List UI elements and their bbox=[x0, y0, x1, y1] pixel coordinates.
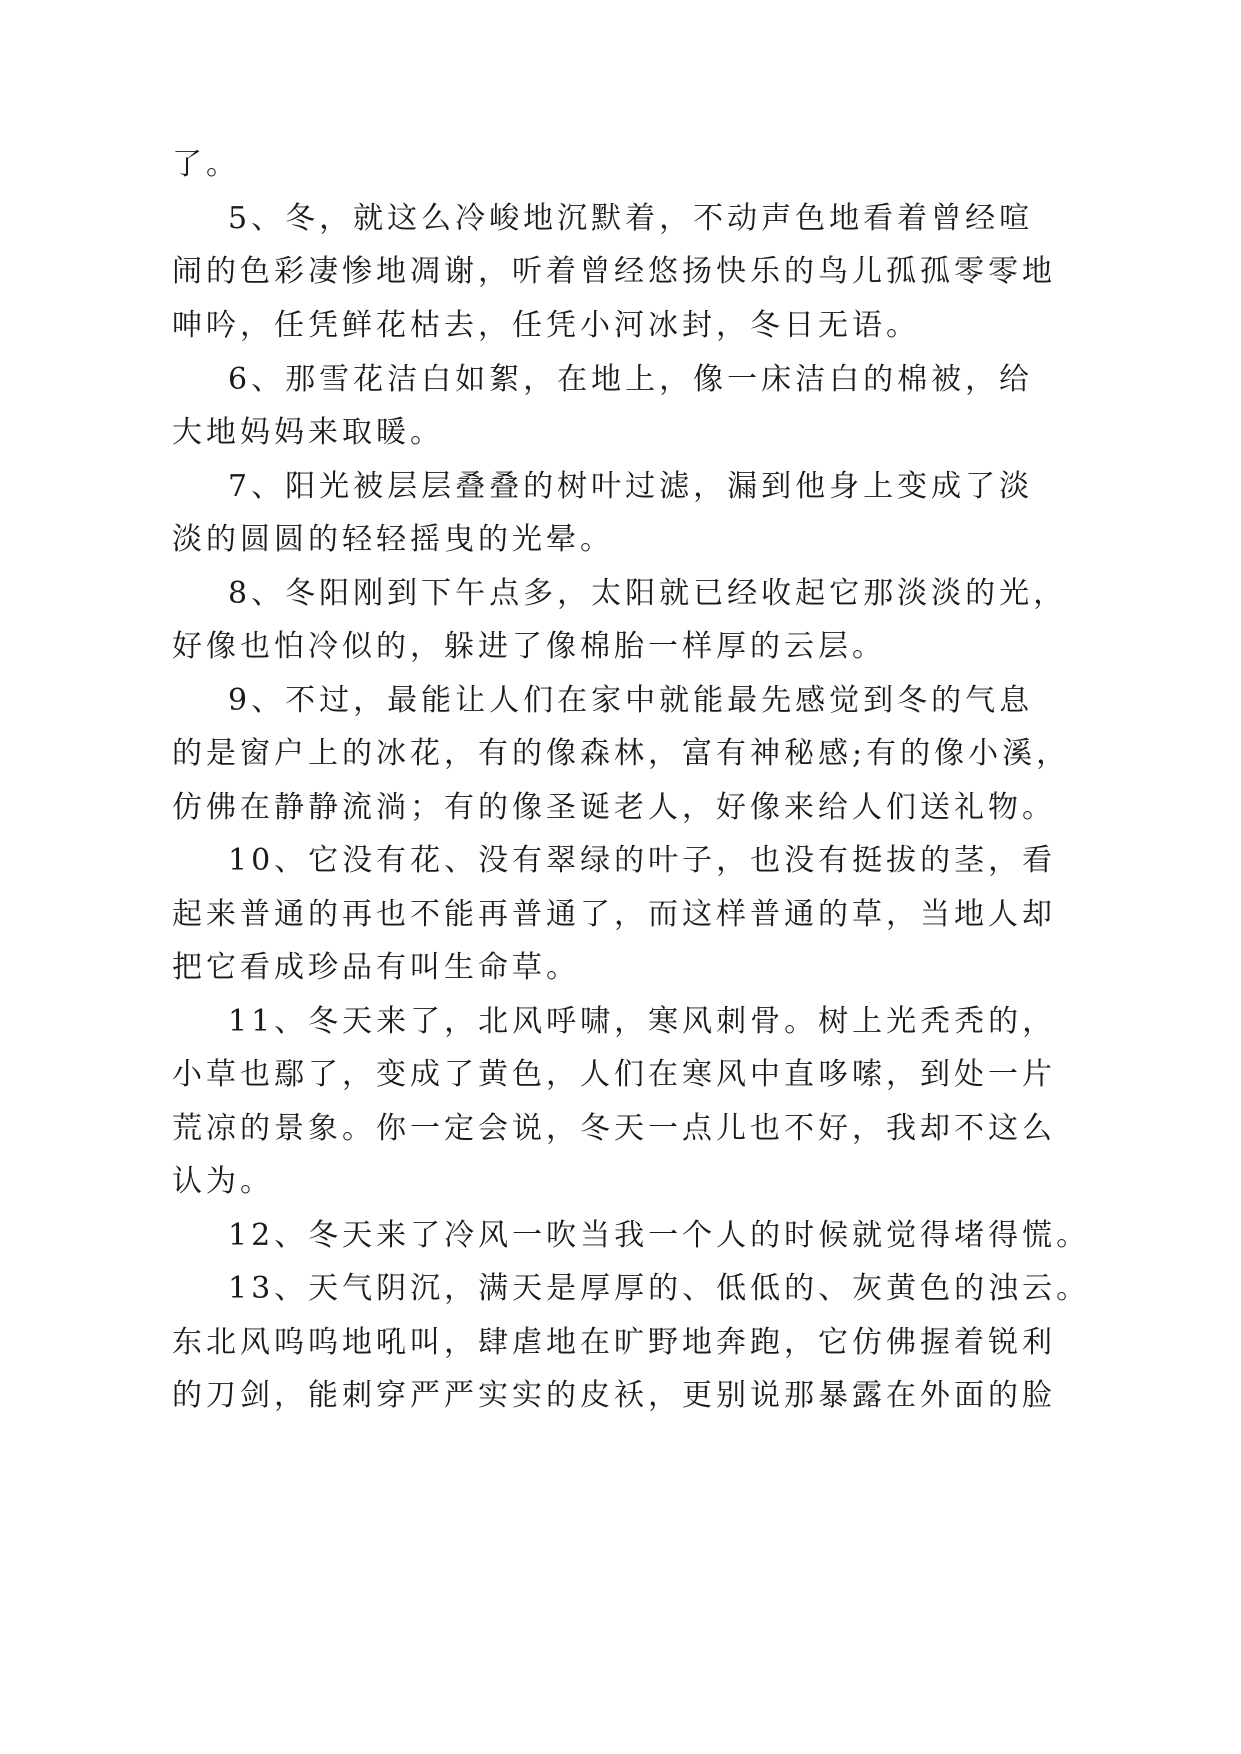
text-line: 把它看成珍品有叫生命草。 bbox=[172, 950, 580, 985]
text-line: 仿佛在静静流淌；有的像圣诞老人，好像来给人们送礼物。 bbox=[172, 790, 1056, 825]
text-line: 的是窗户上的冰花，有的像森林，富有神秘感;有的像小溪， bbox=[172, 736, 1071, 771]
text-line: 的刀剑，能刺穿严严实实的皮袄，更别说那暴露在外面的脸 bbox=[172, 1378, 1056, 1413]
text-line: 9、不过，最能让人们在家中就能最先感觉到冬的气息 bbox=[228, 683, 1034, 718]
text-line: 11、冬天来了，北风呼啸，寒风刺骨。树上光秃秃的， bbox=[228, 1004, 1057, 1039]
text-line: 6、那雪花洁白如絮，在地上，像一床洁白的棉被，给 bbox=[228, 362, 1034, 397]
text-line: 东北风呜呜地吼叫，肆虐地在旷野地奔跑，它仿佛握着锐利 bbox=[172, 1325, 1056, 1360]
text-line: 7、阳光被层层叠叠的树叶过滤，漏到他身上变成了淡 bbox=[228, 469, 1034, 504]
text-line: 荒凉的景象。你一定会说，冬天一点儿也不好，我却不这么 bbox=[172, 1111, 1056, 1146]
text-line: 大地妈妈来取暖。 bbox=[172, 415, 444, 450]
text-line: 13、天气阴沉，满天是厚厚的、低低的、灰黄色的浊云。 bbox=[228, 1271, 1091, 1306]
text-line: 淡的圆圆的轻轻摇曳的光晕。 bbox=[172, 522, 614, 557]
text-line: 闹的色彩凄惨地凋谢，听着曾经悠扬快乐的鸟儿孤孤零零地 bbox=[172, 254, 1056, 289]
text-line: 起来普通的再也不能再普通了，而这样普通的草，当地人却 bbox=[172, 897, 1056, 932]
text-line: 10、它没有花、没有翠绿的叶子，也没有挺拔的茎，看 bbox=[228, 843, 1057, 878]
text-line: 认为。 bbox=[172, 1164, 274, 1199]
text-line: 5、冬，就这么冷峻地沉默着，不动声色地看着曾经喧 bbox=[228, 201, 1034, 236]
text-line: 好像也怕冷似的，躲进了像棉胎一样厚的云层。 bbox=[172, 629, 886, 664]
text-line: 了。 bbox=[172, 147, 240, 182]
text-line: 12、冬天来了冷风一吹当我一个人的时候就觉得堵得慌。 bbox=[228, 1218, 1091, 1253]
text-line: 小草也鄢了，变成了黄色，人们在寒风中直哆嗦，到处一片 bbox=[172, 1057, 1056, 1092]
text-line: 8、冬阳刚到下午点多，太阳就已经收起它那淡淡的光， bbox=[228, 576, 1068, 611]
text-line: 呻吟，任凭鲜花枯去，任凭小河冰封，冬日无语。 bbox=[172, 308, 920, 343]
